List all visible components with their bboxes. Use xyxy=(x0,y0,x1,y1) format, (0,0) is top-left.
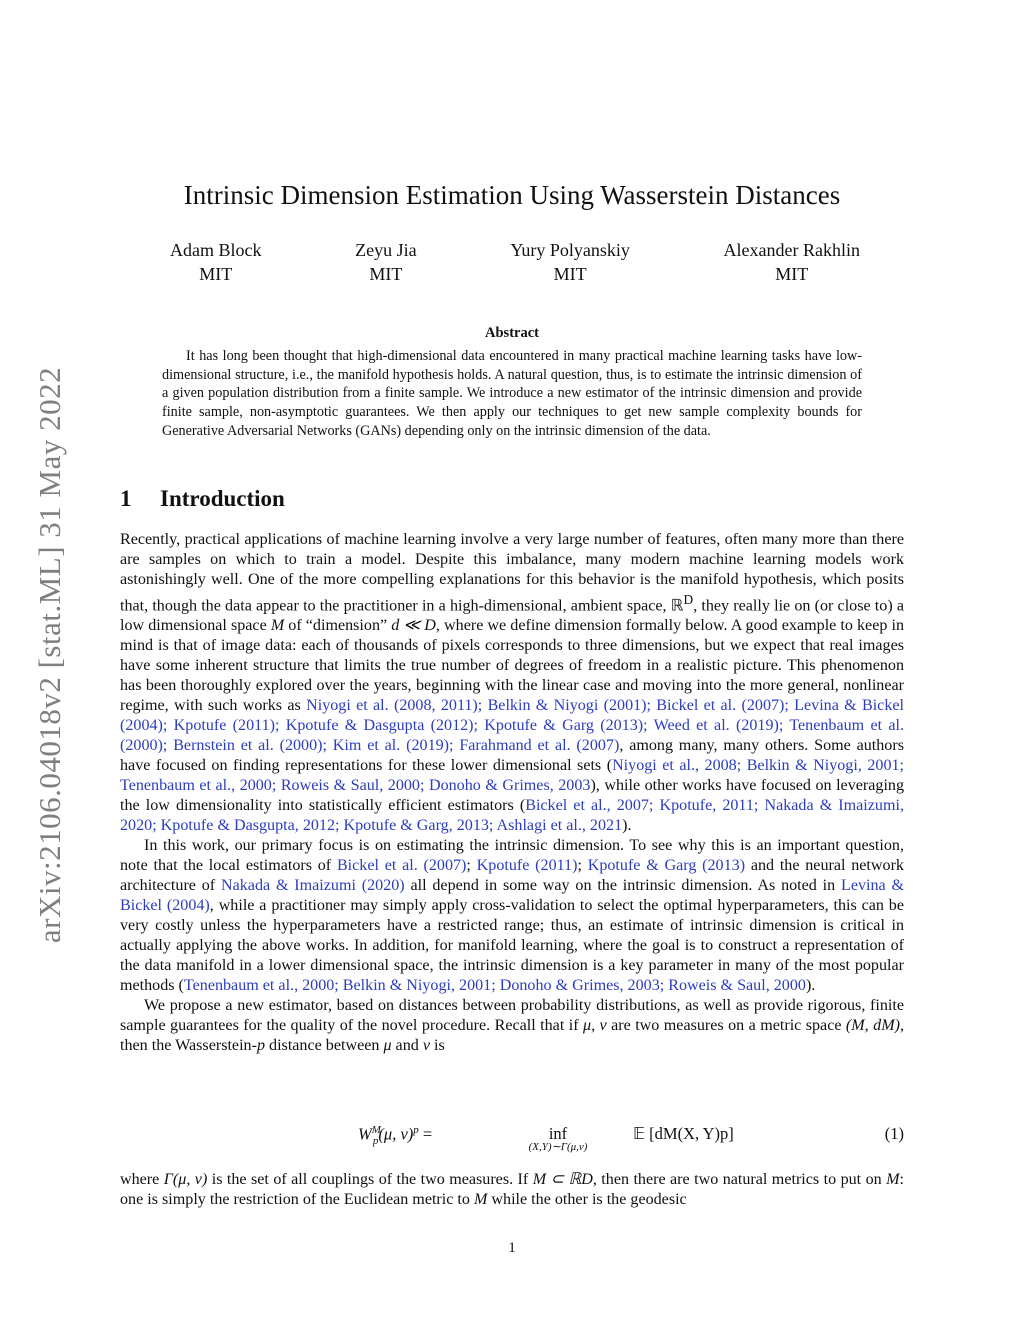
author-affiliation: MIT xyxy=(775,264,809,284)
text-run: , then the Wasserstein- xyxy=(120,1017,904,1055)
citation-link[interactable]: Kpotufe & Garg (2013) xyxy=(587,857,746,875)
citation-link[interactable]: Niyogi et al. (2008, 2011); Belkin & Niyogi (2001); Bickel et al. (2007); Levina & Bickel (2004); Kpotufe (2011); Kpotufe & Dasgupta (2012); Kpotufe & Garg (2013); Weed et al. (2019); Tenenbaum et al. (2000); Bernstein et al. (2000); Kim et al. (2019); Farahmand et al. (2007) xyxy=(120,697,904,755)
arxiv-stamp xyxy=(30,330,70,980)
text-run: all depend in some way on the intrinsic dimension. As noted in xyxy=(404,877,841,895)
section-number: 1 xyxy=(120,486,132,511)
text-run: , where we define dimension formally below. A good example to keep in mind is that of image data: each of thousands of pixels corresponds to three dimensions, but we expect that real images have some inherent structure that limits the true number of degrees of freedom in a realistic picture. This phenomenon has been thoroughly explored over the years, beginning with the linear case and moving into the more general, nonlinear regime, with such works as xyxy=(120,617,904,715)
citation-link[interactable]: Bickel et al., 2007; Kpotufe, 2011; Nakada & Imaizumi, 2020; Kpotufe & Dasgupta, 2012; Kpotufe & Garg, 2013; Ashlagi et al., 2021 xyxy=(120,797,904,835)
text-run: of “dimension” xyxy=(284,617,392,635)
equation-number: (1) xyxy=(884,1124,904,1143)
math-subscript: (X,Y)∼Γ(μ,ν) xyxy=(528,1141,588,1153)
section-heading xyxy=(120,486,904,512)
equation xyxy=(120,1122,904,1162)
text-run: , then there are two natural metrics to put on xyxy=(592,1171,887,1188)
paragraph xyxy=(120,836,904,996)
math-symbol: ν xyxy=(422,1037,430,1055)
paragraph xyxy=(120,1170,904,1210)
math-expression: (M, dM) xyxy=(845,1017,900,1035)
math-expression: d ≪ D xyxy=(391,617,436,635)
text-run: is xyxy=(429,1037,445,1055)
math-expression: μ, ν xyxy=(583,1017,607,1035)
text-run: , among many, many others. Some authors have focused on finding representations for these lower dimensional sets ( xyxy=(120,737,904,775)
author-name: Zeyu Jia xyxy=(355,240,417,260)
text-run: ). xyxy=(622,817,632,835)
math-symbol: W xyxy=(358,1124,372,1144)
text-run: and xyxy=(391,1037,423,1055)
equation-rhs: 𝔼 [dM(X, Y)p] xyxy=(633,1124,734,1143)
abstract xyxy=(162,324,862,441)
math-superscript: D xyxy=(683,592,694,607)
text-run: ; xyxy=(466,857,477,875)
math-expression: (μ, ν) xyxy=(378,1124,414,1144)
math-subscript: p xyxy=(372,1134,379,1147)
equation-infimum xyxy=(493,1124,623,1153)
text-run: ; xyxy=(577,857,588,875)
author xyxy=(355,238,416,286)
paper-title: Intrinsic Dimension Estimation Using Wasserstein Distances xyxy=(183,180,841,210)
author-name: Adam Block xyxy=(170,240,262,260)
citation-link[interactable]: Tenenbaum et al., 2000; Belkin & Niyogi, 2001; Donoho & Grimes, 2003; Roweis & Saul, 2000 xyxy=(183,977,806,995)
text-run: while the other is the geodesic xyxy=(487,1191,687,1208)
abstract-heading: Abstract xyxy=(485,325,539,341)
paragraph xyxy=(120,996,904,1056)
math-operator: inf xyxy=(548,1124,568,1143)
author-affiliation: MIT xyxy=(199,264,233,284)
body-text-continued xyxy=(120,1170,904,1210)
section-title: Introduction xyxy=(160,486,285,511)
text-run: are two measures on a metric space xyxy=(606,1017,846,1035)
author-list xyxy=(170,238,860,286)
text-run: is the set of all couplings of the two measures. If xyxy=(207,1171,533,1188)
math-symbol: ℝ xyxy=(670,597,684,615)
body-text xyxy=(120,530,904,1056)
citation-link[interactable]: Bickel et al. (2007) xyxy=(336,857,467,875)
citation-link[interactable]: Nakada & Imaizumi (2020) xyxy=(220,877,405,895)
text-run: ). xyxy=(805,977,816,995)
equation-lhs xyxy=(358,1124,432,1147)
arxiv-stamp-text: arXiv:2106.04018v2 [stat.ML] 31 May 2022 xyxy=(32,366,67,944)
citation-link[interactable]: Kpotufe (2011) xyxy=(476,857,578,875)
paragraph xyxy=(120,530,904,836)
math-superscript: M xyxy=(371,1124,381,1136)
citation-link[interactable]: Levina & Bickel (2004) xyxy=(120,877,904,915)
citation-link[interactable]: Niyogi et al., 2008; Belkin & Niyogi, 2001; Tenenbaum et al., 2000; Roweis & Saul, 2000; Donoho & Grimes, 2003 xyxy=(120,757,905,795)
author xyxy=(724,238,860,286)
author xyxy=(170,238,262,286)
text-run: , they really lie on (or close to) a low dimensional space xyxy=(120,597,904,635)
math-symbol: p xyxy=(256,1037,266,1055)
author-name: Yury Polyanskiy xyxy=(510,240,630,260)
math-superscript: p xyxy=(413,1124,419,1136)
math-symbol: = xyxy=(422,1124,433,1144)
author-affiliation: MIT xyxy=(369,264,403,284)
text-run: where xyxy=(120,1171,164,1188)
math-expression: Γ(μ, ν) xyxy=(163,1171,208,1188)
text-run: : one is simply the restriction of the Euclidean metric to xyxy=(120,1171,904,1208)
abstract-text: It has long been thought that high-dimensional data encountered in many practical machine learning tasks have low-dimensional structure, i.e., the manifold hypothesis holds. A natural question, thus, is to estimate the intrinsic dimension of a given population distribution from a finite sample. We introduce a new estimator of the intrinsic dimension and provide finite sample, non-asymptotic guarantees. We then apply our techniques to get new sample complexity bounds for Generative Adversarial Networks (GANs) depending only on the intrinsic dimension of the data. xyxy=(162,347,862,439)
page-number: 1 xyxy=(508,1240,516,1256)
author-affiliation: MIT xyxy=(553,264,587,284)
math-symbol: M xyxy=(886,1171,900,1188)
author xyxy=(510,238,630,286)
text-run: and the neural network architecture of xyxy=(120,857,904,895)
math-symbol: M xyxy=(473,1191,488,1208)
author-name: Alexander Rakhlin xyxy=(723,240,860,260)
text-run: , while a practitioner may simply apply cross-validation to select the optimal hyperparameters, this can be very costly unless the hyperparameters have a restricted range; thus, an estimate of intrinsic dimension is critical in actually applying the above works. In addition, for manifold learning, where the goal is to construct a representation of the data manifold in a lower dimensional space, the intrinsic dimension is a key parameter in many of the most popular methods ( xyxy=(120,897,904,995)
math-symbol: M xyxy=(270,617,285,635)
text-run: ), while other works have focused on leveraging the low dimensionality into statistically efficient estimators ( xyxy=(120,777,905,815)
math-symbol: μ xyxy=(383,1037,392,1055)
text-run: distance between xyxy=(265,1037,384,1055)
text-run: Recently, practical applications of machine learning involve a very large number of features, often many more than there are samples on which to train a model. Despite this imbalance, many modern machine learning models work astonishingly well. One of the more compelling explanations for this behavior is the manifold hypothesis, which posits that, though the data appear to the practitioner in a high-dimensional, ambient space, xyxy=(120,531,904,615)
text-run: We propose a new estimator, based on distances between probability distributions, as well as provide rigorous, finite sample guarantees for the quality of the novel procedure. Recall that if xyxy=(120,997,904,1035)
text-run: In this work, our primary focus is on estimating the intrinsic dimension. To see why this is an important question, note that the local estimators of xyxy=(120,837,904,875)
math-expression: M ⊂ ℝD xyxy=(532,1171,593,1188)
